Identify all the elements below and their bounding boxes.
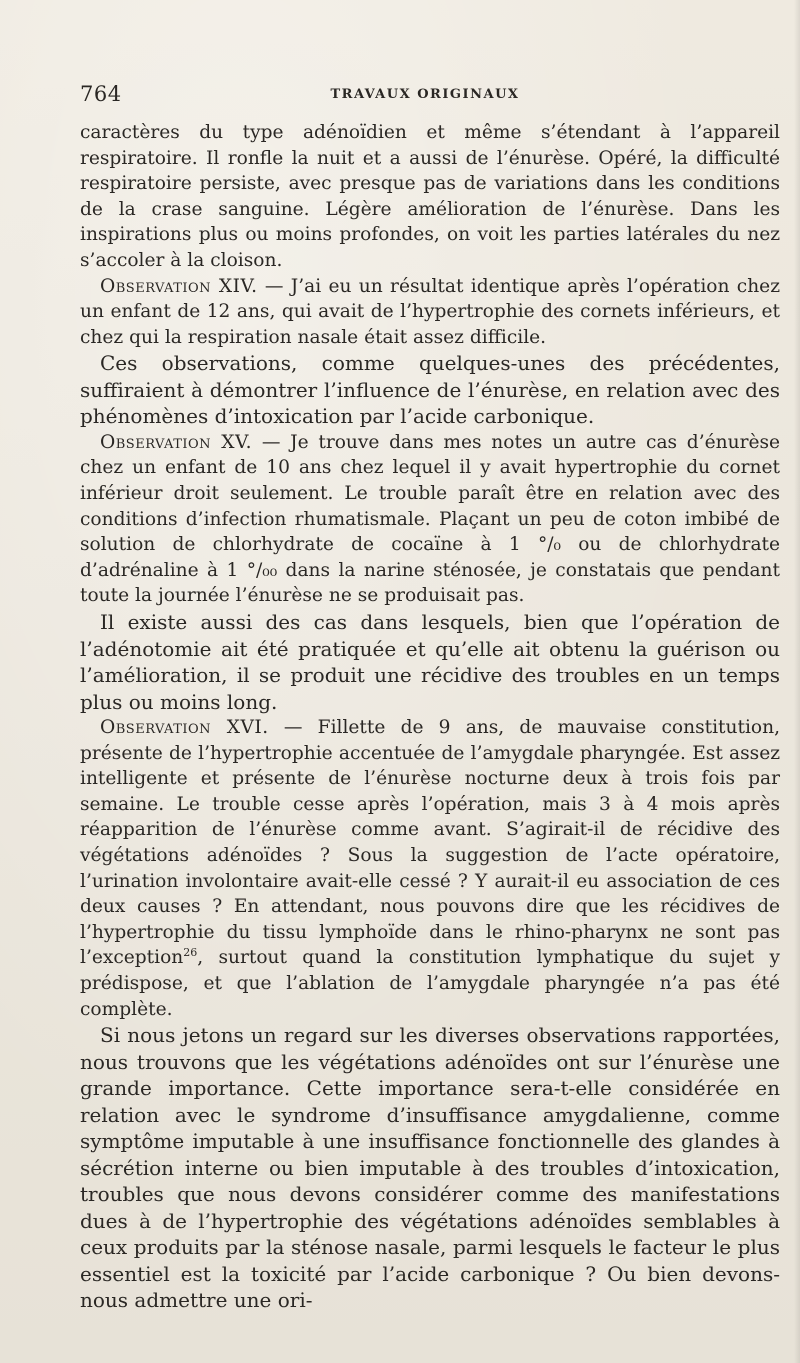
paragraph-discussion: Si nous jetons un regard sur les diverses observations rapportées, nous trouvons que les végétations adénoïdes ont sur l’énurèse une grande importance. Cette importance sera-t-elle considérée en relation avec le syndrome d’insuffisance amygdalienne, comme symptôme imputable à une insuffisance fonctionnelle des glandes à sécrétion interne ou bien imputable à des troubles d’intoxication, troubles que nous devons considérer comme des manifestations dues à de l’hypertrophie des végétations adénoïdes semblables à ceux produits par la sténose nasale, parmi lesquels le facteur le plus essentiel est la toxicité par l’acide carbonique ? Ou bien devons-nous admettre une ori- xyxy=(80,1023,780,1313)
body-text xyxy=(80,120,780,1314)
paragraph-summary: Ces observations, comme quelques-unes des précédentes, suffiraient à démontrer l’influence de l’énurèse, en relation avec des phénomènes d’intoxication par l’acide carbonique. xyxy=(80,351,780,429)
paragraph-observation-xiv: Observation XIV. — J’ai eu un résultat identique après l’opération chez un enfant de 12 ans, qui avait de l’hypertrophie des cornets inférieurs, et chez qui la respiration nasale était assez difficile. xyxy=(80,275,780,348)
observation-heading: Observation XV. xyxy=(100,431,253,453)
paragraph-observation-xvi: Observation XVI. — Fillette de 9 ans, de mauvaise constitution, présente de l’hypertrophie accentuée de l’amygdale pharyngée. Est assez intelligente et présente de l’énurèse nocturne deux à trois fois par semaine. Le trouble cesse après l’opération, mais 3 à 4 mois après réapparition de l’énurèse comme avant. S’agirait-il de récidive des végétations adénoïdes ? Sous la suggestion de l’acte opératoire, l’urination involontaire avait-elle cessé ? Y aurait-il eu association de ces deux causes ? En attendant, nous pouvons dire que les récidives de l’hypertrophie du tissu lymphoïde dans le rhino-pharynx ne sont pas l’exception$^{26}$, surtout quand la constitution lymphatique du sujet y prédispose, et que l’ablation de l’amygdale pharyngée n’a pas été complète. xyxy=(80,717,780,1020)
page-number: 764 xyxy=(80,82,122,106)
paragraph-continuation: caractères du type adénoïdien et même s’étendant à l’appareil respiratoire. Il ronfle la nuit et a aussi de l’énurèse. Opéré, la difficulté respiratoire persiste, avec presque pas de variations dans les conditions de la crase sanguine. Légère amélioration de l’énurèse. Dans les inspirations plus ou moins profondes, on voit les parties latérales du nez s’accoler à la cloison. xyxy=(80,122,780,271)
paragraph-recurrence: Il existe aussi des cas dans lesquels, bien que l’opération de l’adénotomie ait été pratiquée et qu’elle ait obtenu la guérison ou l’amélioration, il se produit une récidive des troubles en un temps plus ou moins long. xyxy=(80,610,780,714)
page-header xyxy=(80,70,770,110)
footnote-reference: 26 xyxy=(183,946,198,960)
observation-heading: Observation XVI. xyxy=(100,717,269,738)
paragraph-observation-xv: Observation XV. — Je trouve dans mes notes un autre cas d’énurèse chez un enfant de 10 ans chez lequel il y avait hypertrophie du cornet inférieur droit seulement. Le trouble paraît être en relation avec des conditions d’infection rhumatismale. Plaçant un peu de coton imbibé de solution de chlorhydrate de cocaïne à 1 °/₀ ou de chlorhydrate d’adrénaline à 1 °/₀₀ dans la narine sténosée, je constatais que pendant toute la journée l’énurèse ne se produisait pas. xyxy=(80,431,781,607)
running-head: TRAVAUX ORIGINAUX xyxy=(330,87,520,102)
observation-heading: Observation XIV. xyxy=(100,275,258,297)
